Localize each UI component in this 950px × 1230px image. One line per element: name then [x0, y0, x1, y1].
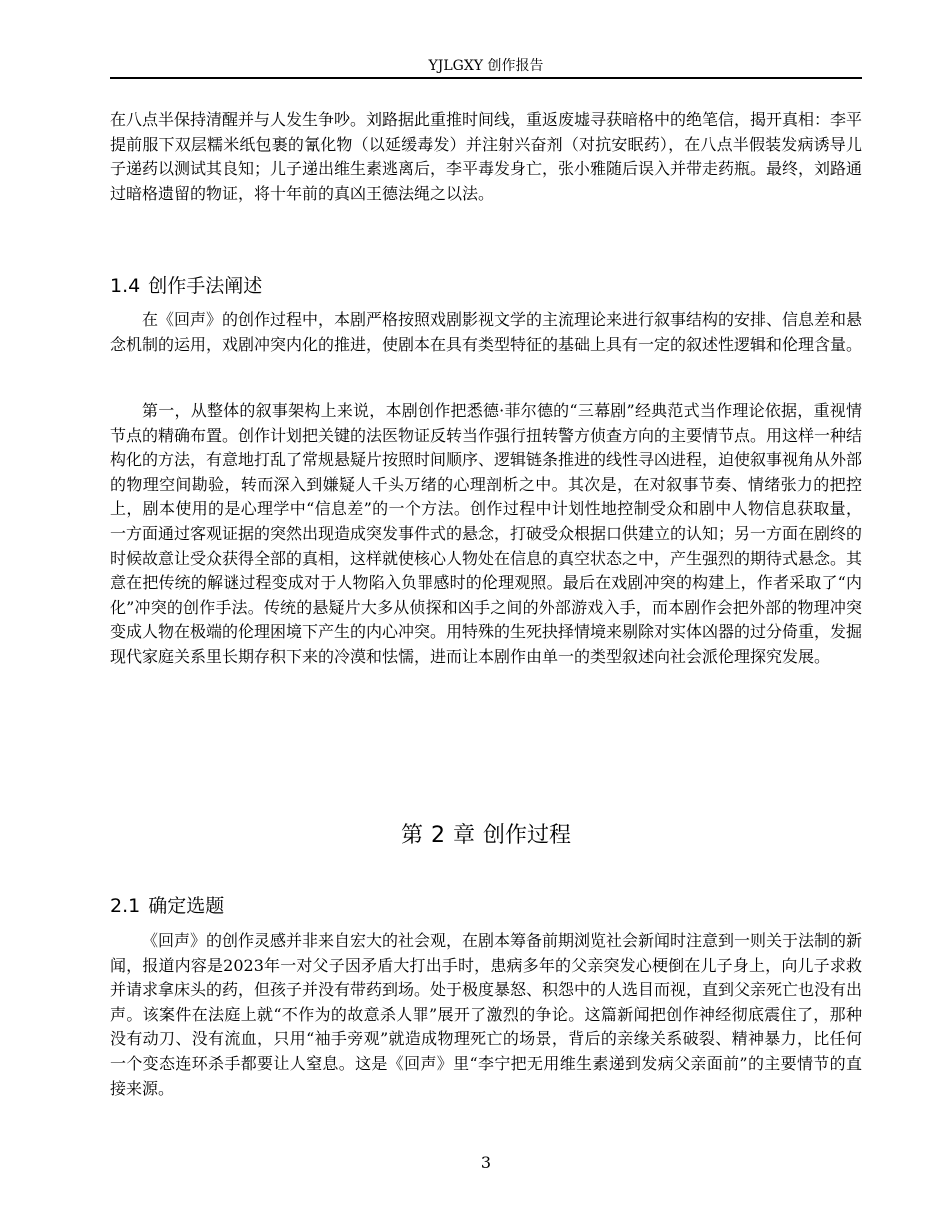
section-number: 2.1: [110, 895, 141, 917]
continuation-paragraph: 在八点半保持清醒并与人发生争吵。刘路据此重推时间线，重返废墟寻获暗格中的绝笔信，揭开真相：李平提前服下双层糯米纸包裹的氰化物（以延缓毒发）并注射兴奋剂（对抗安眠药），在八点半假装发病诱导儿子递药以测试其良知；儿子递出维生素逃离后，李平毒发身亡，张小雅随后误入并带走药瓶。最终，刘路通过暗格遗留的物证，将十年前的真凶王德法绳之以法。: [110, 110, 863, 203]
section-title: 确定选题: [148, 895, 225, 917]
chapter-number: 2: [430, 823, 445, 848]
body-paragraph: 《回声》的创作灵感并非来自宏大的社会观，在剧本筹备前期浏览社会新闻时注意到一则关于法制的新闻，报道内容是2023年一对父子因矛盾大打出手时，患病多年的父亲突发心梗倒在儿子身上，向儿子求救并请求拿床头的药，但孩子并没有带药到场。处于极度暴怒、积怨中的人选目而视，直到父亲死亡也没有出声。该案件在法庭上就“不作为的故意杀人罪”展开了激烈的争论。这篇新闻把创作神经彻底震住了，那种没有动刀、没有流血，只用“袖手旁观”就造成物理死亡的场景，背后的亲缘关系破裂、精神暴力，比任何一个变态连环杀手都要让人窒息。这是《回声》里“李宁把无用维生素递到发病父亲面前”的主要情节的直接来源。: [110, 931, 863, 1098]
chapter-prefix: 第: [400, 823, 423, 848]
section-number: 1.4: [110, 275, 141, 297]
header-divider: [110, 77, 862, 79]
section-heading-2-1: [110, 893, 862, 919]
running-header: YJLGXY 创作报告: [428, 58, 544, 74]
chapter-title: 创作过程: [483, 823, 572, 848]
section-heading-1-4: [110, 273, 862, 299]
chapter-heading: [110, 821, 862, 851]
page-number: 3: [480, 1153, 492, 1172]
body-paragraph: 第一，从整体的叙事架构上来说，本剧创作把悉德·菲尔德的“三幕剧”经典范式当作理论依据，重视情节点的精确布置。创作计划把关键的法医物证反转当作强行扭转警方侦查方向的主要情节点。用这样一种结构化的方法，有意地打乱了常规悬疑片按照时间顺序、逻辑链条推进的线性寻凶进程，迫使叙事视角从外部的物理空间勘验，转而深入到嫌疑人千头万绪的心理剖析之中。其次是，在对叙事节奏、情绪张力的把控上，剧本使用的是心理学中“信息差”的一个方法。创作过程中计划性地控制受众和剧中人物信息获取量，一方面通过客观证据的突然出现造成突发事件式的悬念，打破受众根据口供建立的认知；另一方面在剧终的时候故意让受众获得全部的真相，这样就使核心人物处在信息的真空状态之中，产生强烈的期待式悬念。其意在把传统的解谜过程变成对于人物陷入负罪感时的伦理观照。最后在戏剧冲突的构建上，作者采取了“内化”冲突的创作手法。传统的悬疑片大多从侦探和凶手之间的外部游戏入手，而本剧作会把外部的物理冲突变成人物在极端的伦理困境下产生的内心冲突。用特殊的生死抉择情境来剔除对实体凶器的过分倚重，发掘现代家庭关系里长期存积下来的冷漠和怯懦，进而让本剧作由单一的类型叙述向社会派伦理探究发展。: [110, 401, 863, 666]
body-paragraph: 在《回声》的创作过程中，本剧严格按照戏剧影视文学的主流理论来进行叙事结构的安排、信息差和悬念机制的运用，戏剧冲突内化的推进，使剧本在具有类型特征的基础上具有一定的叙述性逻辑和伦理含量。: [110, 310, 863, 354]
chapter-suffix: 章: [452, 823, 475, 848]
section-title: 创作手法阐述: [148, 275, 263, 297]
